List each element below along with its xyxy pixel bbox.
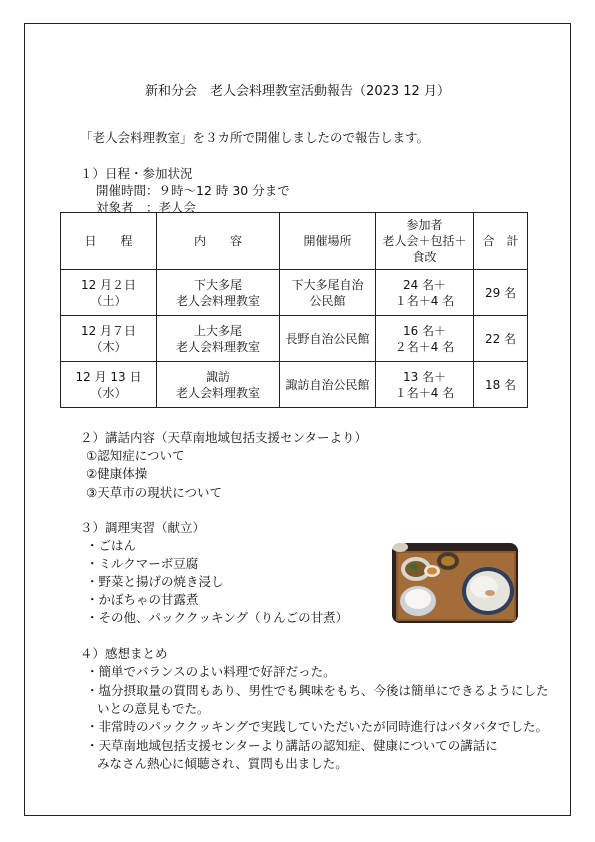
cell-date bbox=[61, 316, 157, 362]
date-line2: （水） bbox=[90, 385, 127, 400]
target-audience: 対象者 ：老人会 bbox=[96, 200, 197, 215]
date-line2: （土） bbox=[90, 293, 127, 308]
header-participants-line2: 老人会＋包括＋ bbox=[382, 234, 467, 248]
cell-content bbox=[157, 316, 280, 362]
cell-participants bbox=[376, 270, 474, 316]
cell-participants bbox=[376, 362, 474, 408]
cell-total: 29 名 bbox=[474, 270, 528, 316]
section1-heading: １）日程・参加状況 bbox=[80, 166, 193, 181]
menu-item: ・その他、パッククッキング（りんごの甘煮） bbox=[86, 610, 349, 625]
cell-total: 18 名 bbox=[474, 362, 528, 408]
cell-place bbox=[280, 362, 376, 408]
header-participants-line3: 食改 bbox=[412, 250, 437, 264]
cell-place bbox=[280, 270, 376, 316]
menu-item: ・ごはん bbox=[86, 538, 137, 553]
place-line1: 諏訪自治公民館 bbox=[285, 377, 370, 392]
cell-participants bbox=[376, 316, 474, 362]
lecture-item: ②健康体操 bbox=[86, 466, 148, 481]
lecture-item: ③天草市の現状について bbox=[86, 485, 222, 500]
menu-item: ・かぼちゃの甘露煮 bbox=[86, 592, 199, 607]
header-participants bbox=[376, 213, 474, 270]
place-line2: 公民館 bbox=[309, 293, 346, 308]
cell-place bbox=[280, 316, 376, 362]
participants-line1: 24 名＋ bbox=[402, 277, 447, 292]
section3-heading: ３）調理実習（献立） bbox=[80, 520, 206, 535]
content-line1: 下大多尾 bbox=[193, 277, 242, 292]
content-line2: 老人会料理教室 bbox=[175, 293, 260, 308]
menu-item: ・野菜と揚げの焼き浸し bbox=[86, 574, 224, 589]
participants-line2: ２名＋4 名 bbox=[394, 339, 455, 354]
feedback-item-continued: みなさん熱心に傾聴され、質問も出ました。 bbox=[97, 756, 348, 771]
menu-item: ・ミルクマーボ豆腐 bbox=[86, 556, 199, 571]
cell-total: 22 名 bbox=[474, 316, 528, 362]
report-title: 新和分会 老人会料理教室活動報告（2023 12 月） bbox=[145, 84, 450, 99]
content-line2: 老人会料理教室 bbox=[175, 339, 260, 354]
header-participants-line1: 参加者 bbox=[406, 218, 443, 232]
cell-date bbox=[61, 270, 157, 316]
feedback-item: ・天草南地域包括支援センターより講話の認知症、健康についての講話に bbox=[86, 738, 498, 753]
section4-heading: ４）感想まとめ bbox=[80, 646, 168, 661]
cell-content bbox=[157, 362, 280, 408]
date-line2: （木） bbox=[90, 339, 127, 354]
header-total: 合 計 bbox=[474, 213, 528, 270]
section2-heading: ２）講話内容（天草南地域包括支援センターより） bbox=[80, 430, 368, 445]
header-place: 開催場所 bbox=[280, 213, 376, 270]
participants-line1: 13 名＋ bbox=[402, 369, 447, 384]
meal-photo bbox=[392, 543, 518, 623]
feedback-item-continued: いとの意見もでた。 bbox=[97, 701, 210, 716]
header-content: 内 容 bbox=[157, 213, 280, 270]
table-row bbox=[61, 316, 528, 362]
participants-line2: １名＋4 名 bbox=[394, 385, 455, 400]
table-row bbox=[61, 270, 528, 316]
content-line2: 老人会料理教室 bbox=[175, 385, 260, 400]
feedback-item: ・塩分摂取量の質問もあり、男性でも興味をもち、今後は簡単にできるようにした bbox=[86, 683, 549, 698]
content-line1: 諏訪 bbox=[205, 369, 230, 384]
participants-line2: １名＋4 名 bbox=[394, 293, 455, 308]
intro-text: 「老人会料理教室」を３カ所で開催しましたので報告します。 bbox=[80, 130, 430, 145]
place-line1: 長野自治公民館 bbox=[285, 331, 370, 346]
participants-line1: 16 名＋ bbox=[402, 323, 447, 338]
table-row bbox=[61, 362, 528, 408]
place-line1: 下大多尾自治 bbox=[291, 277, 364, 292]
cell-date bbox=[61, 362, 157, 408]
table-header-row bbox=[61, 213, 528, 270]
cell-content bbox=[157, 270, 280, 316]
schedule-table bbox=[60, 212, 528, 408]
date-line1: 12 月 13 日 bbox=[75, 369, 142, 384]
lecture-item: ①認知症について bbox=[86, 448, 185, 463]
date-line1: 12 月７日 bbox=[80, 323, 137, 338]
content-line1: 上大多尾 bbox=[193, 323, 242, 338]
feedback-item: ・非常時のパッククッキングで実践していただいたが同時進行はバタバタでした。 bbox=[86, 719, 549, 734]
feedback-item: ・簡単でバランスのよい料理で好評だった。 bbox=[86, 664, 336, 679]
date-line1: 12 月２日 bbox=[80, 277, 137, 292]
header-date: 日 程 bbox=[61, 213, 157, 270]
session-time: 開催時間：９時～12 時 30 分まで bbox=[96, 183, 290, 198]
